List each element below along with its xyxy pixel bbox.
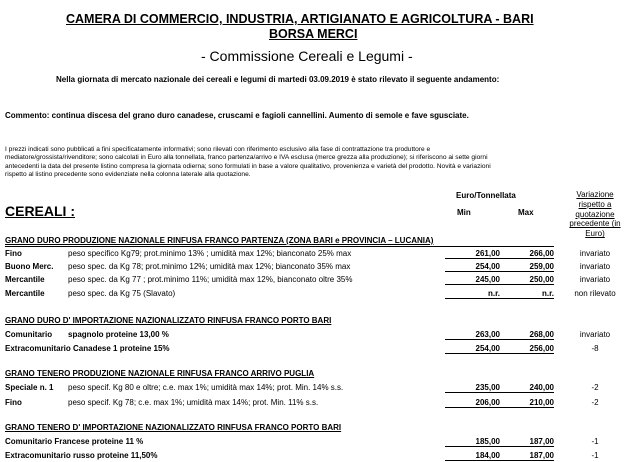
section-title: CEREALI : bbox=[5, 203, 75, 219]
row-variation: invariato bbox=[579, 275, 611, 284]
min-header: Min bbox=[457, 208, 471, 217]
notes-line: mediatore/grossista/rivenditore; sono calcolati in Euro alla tonnellata, franco partenza/arrivo e IVA esclusa (merce grezza alla produzione); si riferiscono ai sette giorni bbox=[5, 154, 488, 162]
row-name: Fino bbox=[5, 398, 22, 407]
row-max: n.r. bbox=[499, 289, 554, 299]
chamber-title: CAMERA DI COMMERCIO, INDUSTRIA, ARTIGIANATO E AGRICOLTURA - BARI bbox=[66, 12, 534, 26]
row-spec: peso spec. da Kg 77 ; prot.minimo 11%; umidità max 12%, bianconato oltre 35% bbox=[68, 275, 353, 284]
row-spec: peso specif. Kg 80 e oltre; c.e. max 1%; umidità max 14%; prot. Min. 14% s.s. bbox=[68, 383, 344, 392]
row-min: 185,00 bbox=[445, 437, 500, 447]
notes-line: rispetto al listino precedente sono evidenziate nella colonna laterale alla quotazione. bbox=[5, 170, 251, 178]
notes-line: I prezzi indicati sono pubblicati a fini specificatamente informativi; sono rilevati con riferimento esclusivo alla fase di contrattazione tra produttore e bbox=[5, 146, 431, 153]
row-name: Speciale n. 1 bbox=[5, 383, 54, 392]
market-comment: Commento: continua discesa del grano duro canadese, cruscami e fagioli cannellini. Aumento di semole e fave sgusciate. bbox=[5, 111, 469, 120]
row-min: 261,00 bbox=[445, 249, 500, 259]
row-variation: invariato bbox=[579, 330, 611, 339]
row-variation: -8 bbox=[591, 344, 599, 353]
row-max: 210,00 bbox=[499, 398, 554, 408]
row-max: 268,00 bbox=[499, 330, 554, 340]
notes-line: antecedenti la data del presente listino compresa la giornata odierna; sono formulati in base a valore qualitativo, provenienza e varietà del prodotto. Novità e variazioni bbox=[5, 162, 491, 170]
row-max: 259,00 bbox=[499, 262, 554, 272]
row-min: 263,00 bbox=[445, 330, 500, 340]
row-name: Buono Merc. bbox=[5, 262, 54, 271]
row-variation: -1 bbox=[591, 451, 599, 460]
row-name: Mercantile bbox=[5, 289, 45, 298]
row-spec: peso spec. da Kg 78; prot.minimo 12%; umidità max 12%; bianconato 35% max bbox=[68, 262, 351, 271]
row-name: Extracomunitario russo proteine 11,50% bbox=[5, 451, 158, 460]
row-variation: invariato bbox=[579, 249, 611, 258]
variation-header: Variazione rispetto a quotazione precedente (in Euro) bbox=[569, 190, 621, 239]
row-min: 254,00 bbox=[445, 344, 500, 354]
row-name: Mercantile bbox=[5, 275, 45, 284]
row-variation: non rilevato bbox=[574, 289, 616, 298]
group-title: GRANO TENERO PRODUZIONE NAZIONALE RINFUSA FRANCO ARRIVO PUGLIA bbox=[5, 369, 315, 378]
row-min: 254,00 bbox=[445, 262, 500, 272]
row-max: 266,00 bbox=[499, 249, 554, 259]
row-spec: spagnolo proteine 13,00 % bbox=[68, 330, 169, 339]
group-title: GRANO TENERO D' IMPORTAZIONE NAZIONALIZZATO RINFUSA FRANCO PORTO BARI bbox=[5, 423, 342, 432]
row-min: 235,00 bbox=[445, 383, 500, 393]
exchange-title: BORSA MERCI bbox=[269, 27, 358, 41]
max-header: Max bbox=[518, 208, 534, 217]
group-title: GRANO DURO D' IMPORTAZIONE NAZIONALIZZATO RINFUSA FRANCO PORTO BARI bbox=[5, 316, 332, 325]
row-min: 184,00 bbox=[445, 451, 500, 461]
unit-header: Euro/Tonnellata bbox=[456, 191, 516, 200]
row-spec: peso specifico Kg79; prot.minimo 13% ; umidità max 12%; bianconato 25% max bbox=[68, 249, 352, 258]
commission-title: - Commissione Cereali e Legumi - bbox=[201, 48, 413, 64]
row-variation: -1 bbox=[591, 437, 599, 446]
row-spec: peso specif. Kg 78; c.e. max 1%; umidità max 14%; prot. Min. 11% s.s. bbox=[68, 398, 319, 407]
row-min: 245,00 bbox=[445, 275, 500, 285]
row-variation: -2 bbox=[591, 398, 599, 407]
row-max: 240,00 bbox=[499, 383, 554, 393]
row-min: 206,00 bbox=[445, 398, 500, 408]
row-max: 187,00 bbox=[499, 451, 554, 461]
row-name: Extracomunitario Canadese 1 proteine 15% bbox=[5, 344, 170, 353]
row-name: Comunitario Francese proteine 11 % bbox=[5, 437, 144, 446]
group-title: GRANO DURO PRODUZIONE NAZIONALE RINFUSA FRANCO PARTENZA (ZONA BARI e PROVINCIA – LUCANIA) bbox=[5, 236, 434, 245]
group-divider bbox=[5, 246, 554, 247]
row-max: 256,00 bbox=[499, 344, 554, 354]
notes-paragraph bbox=[5, 146, 491, 179]
row-max: 250,00 bbox=[499, 275, 554, 285]
row-max: 187,00 bbox=[499, 437, 554, 447]
row-variation: -2 bbox=[591, 383, 599, 392]
row-variation: invariato bbox=[579, 262, 611, 271]
row-name: Comunitario bbox=[5, 330, 53, 339]
row-spec: peso spec. da Kg 75 (Slavato) bbox=[68, 289, 176, 298]
row-name: Fino bbox=[5, 249, 22, 258]
market-intro: Nella giornata di mercato nazionale dei cereali e legumi di martedi 03.09.2019 è stato rilevato il seguente andamento: bbox=[56, 75, 500, 84]
row-min: n.r. bbox=[445, 289, 500, 299]
